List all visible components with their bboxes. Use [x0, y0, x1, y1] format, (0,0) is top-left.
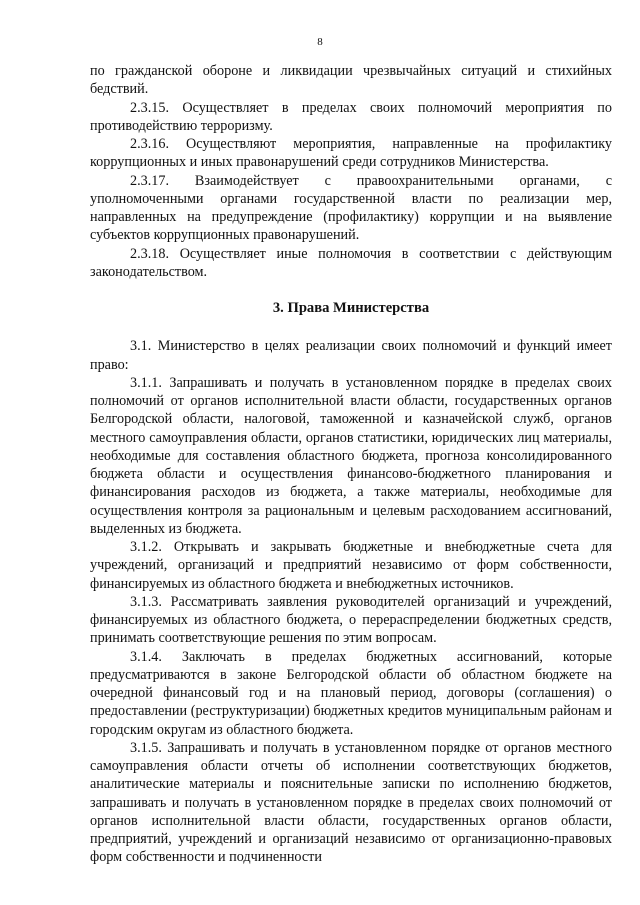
paragraphs-before-section	[90, 62, 612, 281]
paragraph: 2.3.17. Взаимодействует с правоохранительными органами, с уполномоченными органами государственной власти по реализации мер, направленных на предупреждение (профилактику) коррупции и на выявление субъектов коррупционных правонарушений.	[90, 172, 612, 244]
paragraph: 3.1.2. Открывать и закрывать бюджетные и внебюджетные счета для учреждений, организаций и предприятий независимо от форм собственности, финансируемых из областного бюджета и внебюджетных источников.	[90, 539, 612, 592]
page-number: 8	[317, 36, 323, 48]
paragraph: 2.3.15. Осуществляет в пределах своих полномочий мероприятия по противодействию терроризму.	[90, 99, 612, 134]
paragraph: 3.1.5. Запрашивать и получать в установленном порядке от органов местного самоуправления области отчеты об исполнении соответствующих бюджетов, аналитические материалы и пояснительные записки по исполнению бюджетов, запрашивать и получать в установленном порядке в пределах своих полномочий от органов исполнительной власти области, государственных органов области, предприятий, учреждений и организаций независимо от организационно-правовых форм собственности и подчиненности	[90, 739, 612, 866]
paragraph: 3.1.1. Запрашивать и получать в установленном порядке в пределах своих полномочий от органов исполнительной власти области, государственных органов Белгородской области, налоговой, таможенной и казначейской служб, органов местного самоуправления области, органов статистики, юридических лиц материалы, необходимые для составления областного бюджета, прогноза консолидированного бюджета области и осуществления финансово-бюджетного планирования и финансирования расходов из бюджета, а также материалы, необходимые для осуществления контроля за рациональным и целевым расходованием ассигнований, выделенных из бюджета.	[90, 374, 612, 537]
paragraph: 3.1. Министерство в целях реализации своих полномочий и функций имеет право:	[90, 338, 612, 373]
paragraph: 3.1.3. Рассматривать заявления руководителей организаций и учреждений, финансируемых из областного бюджета, о перераспределении бюджетных средств, принимать соответствующие решения по этим вопросам.	[90, 593, 612, 647]
section-heading: 3. Права Министерства	[272, 300, 430, 316]
document-body	[90, 62, 612, 867]
paragraph: 2.3.16. Осуществляют мероприятия, направленные на профилактику коррупционных и иных правонарушений среди сотрудников Министерства.	[90, 136, 612, 171]
paragraph: 3.1.4. Заключать в пределах бюджетных ассигнований, которые предусматриваются в законе Белгородской области об областном бюджете на очередной финансовый год и на плановый период, договоры (соглашения) о предоставлении (реструктуризации) бюджетных кредитов муниципальным районам и городским округам из областного бюджета.	[90, 648, 612, 738]
paragraph: по гражданской обороне и ликвидации чрезвычайных ситуаций и стихийных бедствий.	[90, 63, 612, 98]
paragraphs-after-section	[90, 337, 612, 866]
paragraph: 2.3.18. Осуществляет иные полномочия в соответствии с действующим законодательством.	[90, 245, 612, 280]
